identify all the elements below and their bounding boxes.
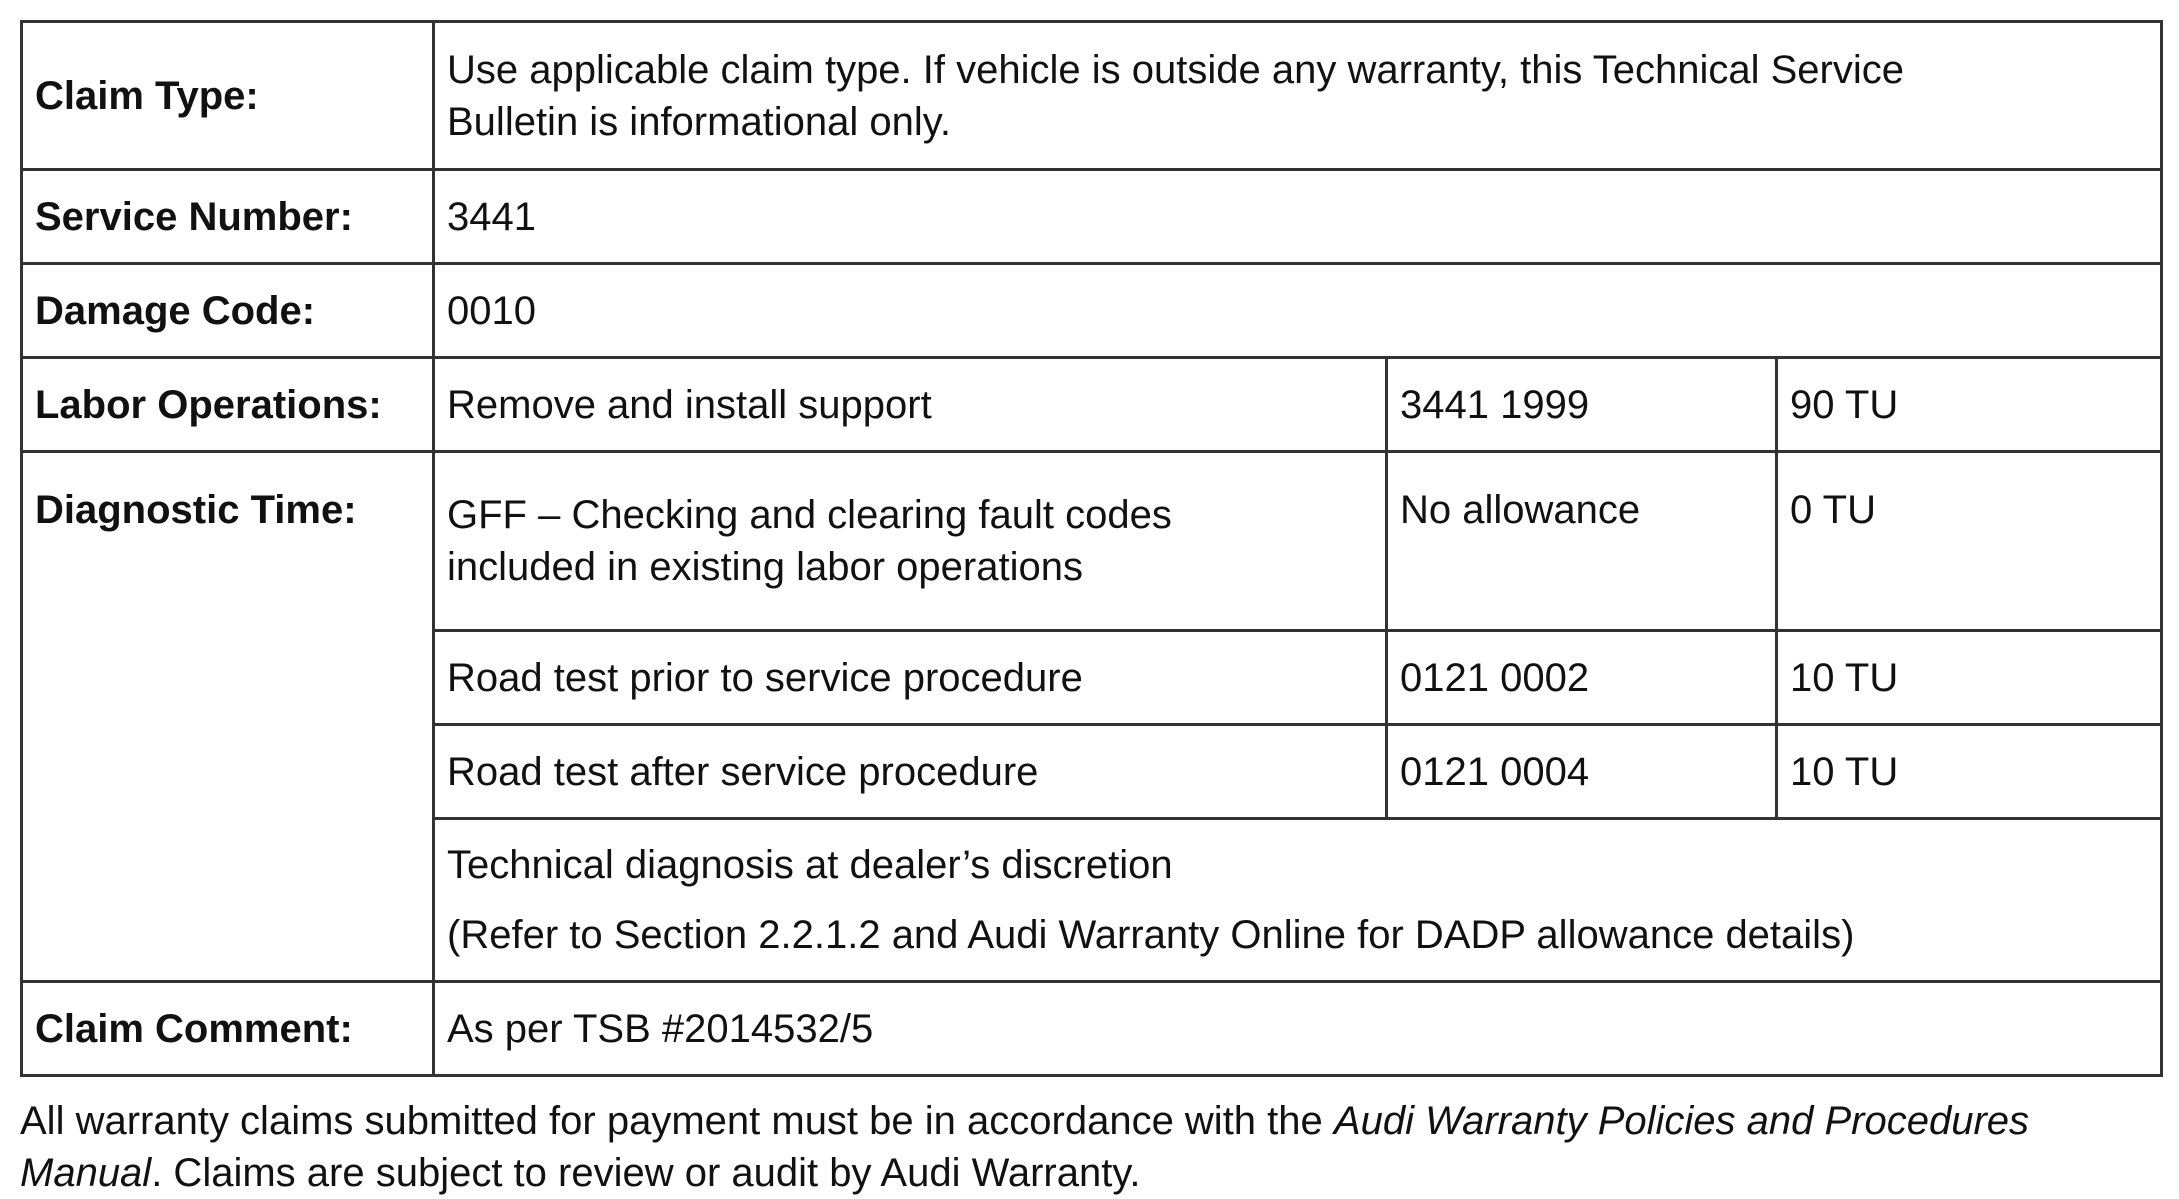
claim-comment-label: Claim Comment:: [22, 982, 434, 1076]
diagnostic-gff-description-line1: GFF – Checking and clearing fault codes: [447, 493, 1172, 537]
labor-operations-time: 90 TU: [1777, 358, 2162, 452]
road-test-after-description: Road test after service procedure: [434, 725, 1387, 819]
claim-type-value-line1: Use applicable claim type. If vehicle is outside any warranty, this Technical Service: [447, 47, 1904, 92]
warranty-document: [20, 20, 2160, 1199]
claim-type-label: Claim Type:: [22, 22, 434, 170]
diagnostic-gff-time: 0 TU: [1777, 452, 2162, 631]
claim-comment-row: [22, 982, 2162, 1076]
footer-manual-title: Audi Warranty Policies and Procedures Manual: [20, 1099, 2030, 1195]
damage-code-value: 0010: [434, 264, 2162, 358]
diagnostic-time-label: Diagnostic Time:: [22, 452, 434, 982]
labor-operations-row: [22, 358, 2162, 452]
diagnostic-gff-description-line2: included in existing labor operations: [447, 545, 1083, 589]
labor-operations-label: Labor Operations:: [22, 358, 434, 452]
service-number-value: 3441: [434, 170, 2162, 264]
road-test-prior-description: Road test prior to service procedure: [434, 631, 1387, 725]
claim-type-value: [434, 22, 2162, 170]
road-test-after-code: 0121 0004: [1387, 725, 1777, 819]
diagnostic-gff-row: [22, 452, 2162, 631]
footer-text-after: . Claims are subject to review or audit by Audi Warranty.: [151, 1151, 1141, 1195]
technical-diagnosis-line1: Technical diagnosis at dealer’s discretion: [447, 843, 1173, 887]
damage-code-row: [22, 264, 2162, 358]
damage-code-label: Damage Code:: [22, 264, 434, 358]
diagnostic-gff-code: No allowance: [1387, 452, 1777, 631]
claim-type-value-line2: Bulletin is informational only.: [447, 99, 951, 144]
road-test-after-time: 10 TU: [1777, 725, 2162, 819]
claim-comment-value: As per TSB #2014532/5: [434, 982, 2162, 1076]
service-number-row: [22, 170, 2162, 264]
claim-type-row: [22, 22, 2162, 170]
labor-operations-code: 3441 1999: [1387, 358, 1777, 452]
diagnostic-gff-description: [434, 452, 1387, 631]
warranty-table: [20, 20, 2163, 1077]
technical-diagnosis-line2: (Refer to Section 2.2.1.2 and Audi Warranty Online for DADP allowance details): [447, 913, 1855, 957]
technical-diagnosis-note: [434, 819, 2162, 982]
warranty-footer-note: [20, 1095, 2160, 1199]
road-test-prior-time: 10 TU: [1777, 631, 2162, 725]
road-test-prior-code: 0121 0002: [1387, 631, 1777, 725]
footer-text-before: All warranty claims submitted for payment must be in accordance with the: [20, 1099, 1334, 1143]
labor-operations-description: Remove and install support: [434, 358, 1387, 452]
service-number-label: Service Number:: [22, 170, 434, 264]
